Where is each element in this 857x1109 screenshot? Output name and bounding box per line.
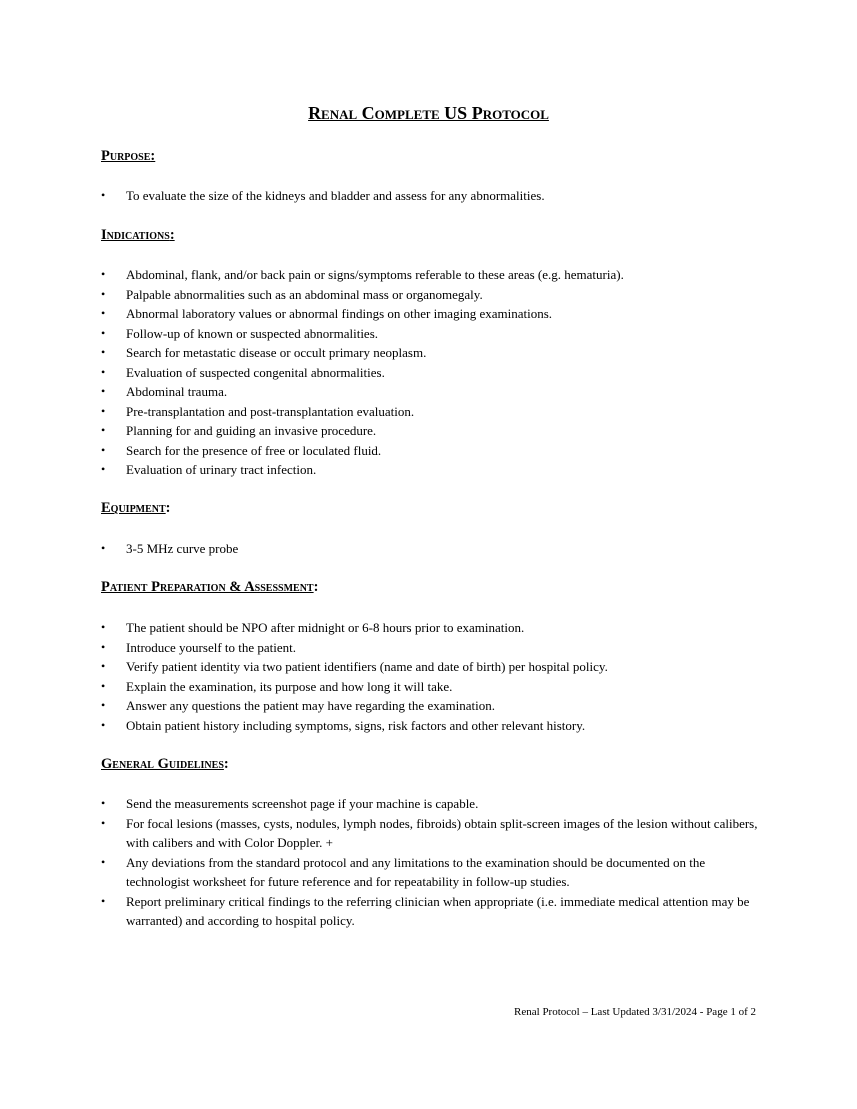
list-item-text: Send the measurements screenshot page if your machine is capable. <box>126 796 479 811</box>
list-item <box>101 853 761 892</box>
list-item <box>101 539 761 559</box>
list-item-text: Planning for and guiding an invasive procedure. <box>126 423 377 438</box>
list-item-text: Palpable abnormalities such as an abdominal mass or organomegaly. <box>126 286 483 302</box>
section-heading-indications <box>101 226 175 244</box>
list-item-text: Search for the presence of free or loculated fluid. <box>126 442 382 458</box>
list-item <box>101 343 761 363</box>
section-heading-purpose-text: Purpose <box>101 148 151 164</box>
bullet-icon: • <box>101 306 106 320</box>
indications-list <box>101 265 761 480</box>
list-item <box>101 716 761 736</box>
section-heading-purpose-punct: : <box>150 148 156 164</box>
list-item-text: Answer any questions the patient may have regarding the examination. <box>126 698 495 713</box>
guidelines-list <box>101 794 761 931</box>
section-heading-indications-text: Indications <box>101 227 170 243</box>
list-item <box>101 696 761 716</box>
list-item-text: Pre-transplantation and post-transplantation evaluation. <box>126 403 415 419</box>
list-item-text: Follow-up of known or suspected abnormalities. <box>126 325 379 341</box>
list-item <box>101 441 761 461</box>
purpose-list <box>101 186 761 206</box>
list-item-text: Any deviations from the standard protocol and any limitations to the examination should be documented on the technologist worksheet for future reference and for repeatability in follow-up studies. <box>126 854 706 889</box>
bullet-icon: • <box>101 423 106 437</box>
list-item <box>101 677 761 697</box>
list-item <box>101 421 761 441</box>
list-item <box>101 402 761 422</box>
list-item <box>101 618 761 638</box>
bullet-icon: • <box>101 854 106 869</box>
section-heading-preparation-text: Patient Preparation & Assessment <box>101 579 314 595</box>
list-item-text: Explain the examination, its purpose and how long it will take. <box>126 678 453 694</box>
section-heading-purpose <box>101 147 155 165</box>
bullet-icon: • <box>101 639 106 654</box>
list-item-text: Search for metastatic disease or occult primary neoplasm. <box>126 345 427 360</box>
list-item <box>101 657 761 677</box>
list-item <box>101 265 761 285</box>
list-item-text: To evaluate the size of the kidneys and bladder and assess for any abnormalities. <box>126 188 545 203</box>
list-item <box>101 814 761 853</box>
section-heading-guidelines-text: General Guidelines <box>101 756 224 772</box>
bullet-icon: • <box>101 620 106 634</box>
list-item <box>101 892 761 931</box>
list-item <box>101 638 761 658</box>
bullet-icon: • <box>101 698 106 712</box>
section-heading-guidelines <box>101 755 229 773</box>
bullet-icon: • <box>101 364 106 379</box>
bullet-icon: • <box>101 403 106 418</box>
bullet-icon: • <box>101 286 106 301</box>
document-title: Renal Complete US Protocol <box>308 103 549 123</box>
list-item <box>101 363 761 383</box>
bullet-icon: • <box>101 442 106 457</box>
section-heading-preparation <box>101 578 318 596</box>
equipment-list <box>101 539 761 559</box>
bullet-icon: • <box>101 462 106 476</box>
list-item-text: Evaluation of urinary tract infection. <box>126 462 317 477</box>
list-item <box>101 324 761 344</box>
list-item-text: 3-5 MHz curve probe <box>126 541 239 556</box>
list-item-text: Obtain patient history including symptoms, signs, risk factors and other relevant history. <box>126 717 586 733</box>
section-heading-equipment-punct: : <box>165 500 171 516</box>
bullet-icon: • <box>101 267 106 281</box>
list-item-text: The patient should be NPO after midnight or 6-8 hours prior to examination. <box>126 620 525 635</box>
section-heading-guidelines-punct: : <box>223 756 229 772</box>
preparation-list <box>101 618 761 735</box>
list-item-text: Introduce yourself to the patient. <box>126 639 297 655</box>
list-item-text: Abnormal laboratory values or abnormal findings on other imaging examinations. <box>126 306 553 321</box>
bullet-icon: • <box>101 678 106 693</box>
bullet-icon: • <box>101 893 106 908</box>
list-item-text: Evaluation of suspected congenital abnormalities. <box>126 364 385 380</box>
list-item-text: For focal lesions (masses, cysts, nodules, lymph nodes, fibroids) obtain split-screen images of the lesion without calibers, with calibers and with Color Doppler. + <box>126 815 758 850</box>
list-item-text: Report preliminary critical findings to the referring clinician when appropriate (i.e. immediate medical attention may be warranted) and according to hospital policy. <box>126 893 750 928</box>
list-item <box>101 382 761 402</box>
bullet-icon: • <box>101 717 106 732</box>
page-footer: Renal Protocol – Last Updated 3/31/2024 - Page 1 of 2 <box>514 1006 756 1018</box>
bullet-icon: • <box>101 345 106 359</box>
list-item <box>101 285 761 305</box>
section-heading-equipment-text: Equipment <box>101 500 166 516</box>
list-item <box>101 794 761 814</box>
list-item-text: Abdominal, flank, and/or back pain or signs/symptoms referable to these areas (e.g. hematuria). <box>126 267 624 282</box>
list-item <box>101 460 761 480</box>
bullet-icon: • <box>101 325 106 340</box>
list-item <box>101 304 761 324</box>
list-item-text: Abdominal trauma. <box>126 384 228 399</box>
bullet-icon: • <box>101 659 106 673</box>
bullet-icon: • <box>101 796 106 810</box>
bullet-icon: • <box>101 188 106 202</box>
bullet-icon: • <box>101 384 106 398</box>
section-heading-indications-punct: : <box>169 227 175 243</box>
section-heading-equipment <box>101 499 171 517</box>
list-item <box>101 186 761 206</box>
bullet-icon: • <box>101 541 106 555</box>
section-heading-preparation-punct: : <box>313 579 319 595</box>
bullet-icon: • <box>101 815 106 830</box>
list-item-text: Verify patient identity via two patient identifiers (name and date of birth) per hospital policy. <box>126 659 608 674</box>
